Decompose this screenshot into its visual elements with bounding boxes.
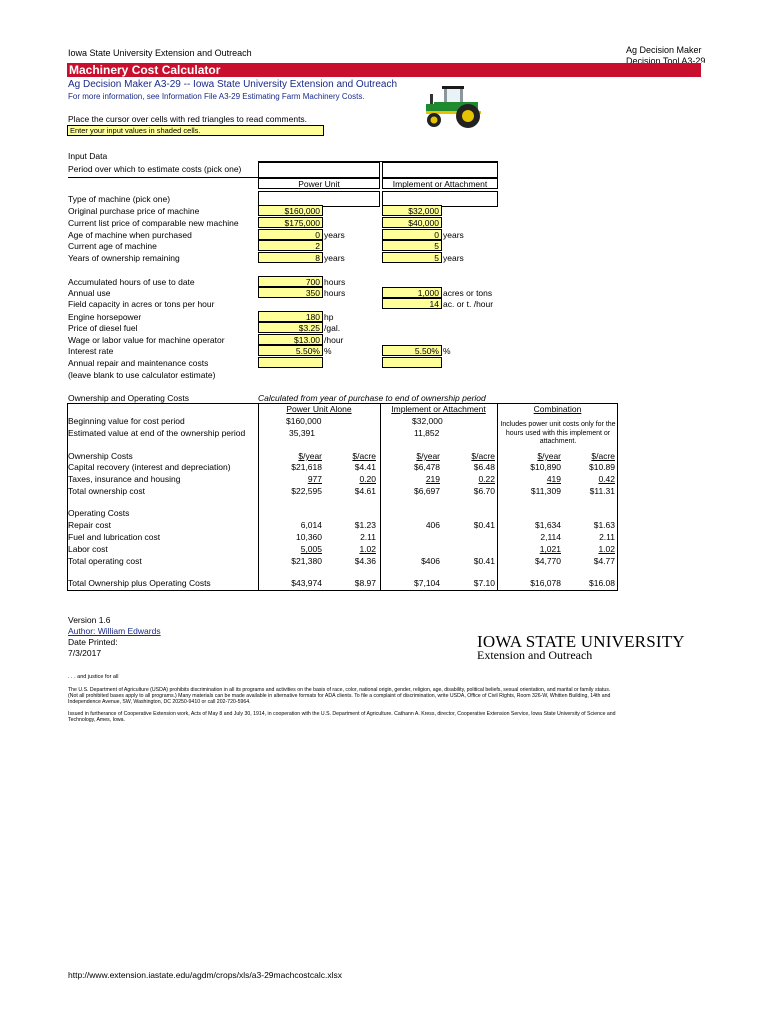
own-row-value: $11,309	[530, 486, 561, 496]
page-title: Machinery Cost Calculator	[69, 63, 221, 77]
cursor-instruction: Place the cursor over cells with red triangles to read comments.	[68, 114, 308, 124]
op-row-value: $4,770	[535, 556, 561, 566]
op-row-value: $1,634	[535, 520, 561, 530]
op-row-value: 1,021	[539, 544, 561, 554]
input-cell-power[interactable]: 5.50%	[258, 345, 323, 356]
total-value: $16,078	[530, 578, 561, 588]
own-row-value: $11.31	[589, 486, 615, 496]
op-row-value: $21,380	[291, 556, 322, 566]
source-url: http://www.extension.iastate.edu/agdm/crops/xls/a3-29machcostcalc.xlsx	[68, 970, 343, 980]
input-heading: Input Data	[68, 151, 108, 161]
own-row-value: $4.41	[354, 462, 376, 472]
input-label: Type of machine (pick one)	[68, 194, 171, 204]
total-value: $8.97	[354, 578, 376, 588]
input-label: Price of diesel fuel	[68, 323, 138, 333]
input-label: Engine horsepower	[68, 312, 142, 322]
begin-im: $32,000	[412, 416, 443, 426]
input-cell-implement[interactable]: 1,000	[382, 287, 442, 298]
own-row-label: Taxes, insurance and housing	[68, 474, 181, 484]
begin-label: Beginning value for cost period	[68, 416, 185, 426]
own-row-value: $4.61	[354, 486, 376, 496]
input-cell-power[interactable]: 350	[258, 287, 323, 298]
input-label: Interest rate	[68, 346, 114, 356]
op-row-value: 1.02	[359, 544, 376, 554]
begin-pu: $160,000	[286, 416, 322, 426]
col-combination: Combination	[533, 404, 582, 414]
unit-header: $/acre	[352, 451, 376, 461]
end-pu: 35,391	[289, 428, 315, 438]
own-row-value: 419	[546, 474, 561, 484]
isu-logo-main: IOWA STATE UNIVERSITY	[477, 632, 685, 651]
col-pu-alone: Power Unit Alone	[286, 404, 352, 414]
tractor-icon	[420, 80, 490, 130]
input-unit-power: hours	[324, 277, 346, 287]
input-cell-implement[interactable]: 5	[382, 240, 442, 251]
input-label: Current age of machine	[68, 241, 157, 251]
own-row-value: 0.22	[478, 474, 495, 484]
op-row-value: 2.11	[599, 532, 615, 542]
own-row-label: Total ownership cost	[68, 486, 146, 496]
op-row-value: $4.77	[593, 556, 615, 566]
input-cell-implement[interactable]: 5	[382, 252, 442, 263]
own-row-value: 0.20	[359, 474, 376, 484]
unit-header: $/acre	[471, 451, 495, 461]
own-heading: Ownership Costs	[68, 451, 133, 461]
input-cell-power[interactable]: 8	[258, 252, 323, 263]
input-label: Age of machine when purchased	[68, 230, 192, 240]
op-row-value: 6,014	[300, 520, 322, 530]
isu-logo-sub: Extension and Outreach	[477, 648, 593, 662]
input-unit-implement: acres or tons	[443, 288, 493, 298]
input-unit-power: /gal.	[324, 323, 341, 333]
unit-header: $/year	[537, 451, 561, 461]
own-row-value: $6,478	[414, 462, 440, 472]
input-label: Annual repair and maintenance costs	[68, 358, 209, 368]
version: Version 1.6	[68, 615, 111, 625]
unit-header: $/year	[298, 451, 322, 461]
total-value: $7.10	[473, 578, 495, 588]
costs-heading: Ownership and Operating Costs	[68, 393, 189, 403]
end-label: Estimated value at end of the ownership period	[68, 428, 246, 438]
input-cell-power[interactable]: 2	[258, 240, 323, 251]
input-cell-implement[interactable]: $40,000	[382, 217, 442, 228]
op-row-value: 10,360	[296, 532, 322, 542]
header-right-line2: Decision Tool A3-29	[626, 56, 706, 63]
op-row-value: 5,005	[300, 544, 322, 554]
input-cell-power[interactable]	[258, 357, 323, 368]
input-cell-implement[interactable]	[382, 357, 442, 368]
input-label: Field capacity in acres or tons per hour	[68, 299, 215, 309]
own-row-value: 219	[425, 474, 440, 484]
total-value: $43,974	[291, 578, 322, 588]
input-unit-power: years	[324, 253, 345, 263]
input-cell-implement[interactable]: 14	[382, 298, 442, 309]
op-row-value: 2,114	[540, 532, 561, 542]
op-heading: Operating Costs	[68, 508, 130, 518]
input-label: Annual use	[68, 288, 111, 298]
input-label: Current list price of comparable new machine	[68, 218, 239, 228]
input-unit-power: %	[324, 346, 332, 356]
input-cell-implement[interactable]: 5.50%	[382, 345, 442, 356]
enter-instruction: Enter your input values in shaded cells.	[67, 125, 324, 136]
own-row-value: 977	[307, 474, 322, 484]
op-row-label: Labor cost	[68, 544, 108, 554]
input-cell-power[interactable]: $13.00	[258, 334, 323, 345]
input-label: Wage or labor value for machine operator	[68, 335, 225, 345]
input-label: (leave blank to use calculator estimate)	[68, 370, 216, 380]
subtitle: Ag Decision Maker A3-29 -- Iowa State University Extension and Outreach	[68, 79, 398, 90]
op-row-label: Total operating cost	[68, 556, 142, 566]
end-im: 11,852	[414, 428, 440, 438]
op-row-value: 1.02	[598, 544, 615, 554]
period-label: Period over which to estimate costs (pick one)	[68, 164, 242, 174]
header-right-line1: Ag Decision Maker	[626, 45, 702, 55]
input-unit-implement: %	[443, 346, 451, 356]
input-cell-power[interactable]: 700	[258, 276, 323, 287]
date-printed-label: Date Printed:	[68, 637, 118, 647]
legal-notice-2: Issued in furtherance of Cooperative Extension work, Acts of May 8 and July 30, 1914, in cooperation with the U.S. Department of Agriculture. Cathann A. Kress, director, Cooperative Extension Service, Iowa State University of Science and Technology, Ames, Iowa.	[68, 711, 616, 724]
combination-note: Includes power unit costs only for the hours used with this implement or attachment.	[500, 421, 616, 445]
own-row-value: $6.48	[473, 462, 495, 472]
input-cell-power[interactable]: $3.25	[258, 322, 323, 333]
op-row-value: $1.63	[593, 520, 615, 530]
op-row-value: $0.41	[473, 556, 495, 566]
author-link[interactable]: Author: William Edwards	[68, 626, 161, 636]
date-printed: 7/3/2017	[68, 648, 102, 658]
input-unit-power: years	[324, 230, 345, 240]
input-cell-implement[interactable]: 0	[382, 229, 442, 240]
total-label: Total Ownership plus Operating Costs	[68, 578, 211, 588]
input-unit-power: hp	[324, 312, 334, 322]
own-row-value: $10.89	[589, 462, 615, 472]
own-row-value: $21,618	[291, 462, 322, 472]
op-row-value: 406	[425, 520, 440, 530]
input-unit-implement: years	[443, 253, 464, 263]
col-impl: Implement or Attachment	[391, 404, 486, 414]
col-power-unit: Power Unit	[258, 178, 380, 189]
period-select-impl[interactable]	[382, 162, 498, 178]
input-unit-implement: years	[443, 230, 464, 240]
op-row-label: Fuel and lubrication cost	[68, 532, 161, 542]
legal-notice-1: The U.S. Department of Agriculture (USDA) prohibits discrimination in all its programs and activities on the basis of race, color, national origin, gender, religion, age, disability, political beliefs, sexual orientation, and marital or family status. (Not all prohibited bases apply to all programs.) Many materials can be made available in alternative formats for ADA clients. To file a complaint of discrimination, write USDA, Office of Civil Rights, Room 326-W, Whitten Building, 14th and Independence Avenue, SW, Washington, DC 20250-9410 or call 202-720-5964.	[68, 687, 611, 706]
own-row-value: $10,890	[530, 462, 561, 472]
input-unit-implement: ac. or t. /hour	[443, 299, 494, 309]
input-cell-implement[interactable]: $32,000	[382, 205, 442, 216]
own-row-value: 0.42	[598, 474, 615, 484]
op-row-value: $406	[421, 556, 440, 566]
input-label: Accumulated hours of use to date	[68, 277, 195, 287]
calc-note: Calculated from year of purchase to end of ownership period	[258, 393, 486, 403]
op-row-value: 2.11	[360, 532, 376, 542]
op-row-value: $1.23	[354, 520, 376, 530]
own-row-label: Capital recovery (interest and depreciation)	[68, 462, 231, 472]
period-select[interactable]	[258, 162, 380, 178]
own-row-value: $6,697	[414, 486, 440, 496]
total-value: $7,104	[414, 578, 440, 588]
op-row-label: Repair cost	[68, 520, 111, 530]
input-cell-power[interactable]: 180	[258, 311, 323, 322]
input-cell-power[interactable]: 0	[258, 229, 323, 240]
op-row-value: $0.41	[473, 520, 495, 530]
own-row-value: $22,595	[291, 486, 322, 496]
input-label: Years of ownership remaining	[68, 253, 180, 263]
input-cell-power[interactable]: $160,000	[258, 205, 323, 216]
input-cell-power[interactable]: $175,000	[258, 217, 323, 228]
total-value: $16.08	[589, 578, 615, 588]
justice-line: . . . and justice for all	[68, 674, 119, 680]
own-row-value: $6.70	[473, 486, 495, 496]
input-unit-power: /hour	[324, 335, 344, 345]
unit-header: $/acre	[591, 451, 615, 461]
info-line: For more information, see Information File A3-29 Estimating Farm Machinery Costs.	[68, 92, 365, 101]
unit-header: $/year	[416, 451, 440, 461]
op-row-value: $4.36	[354, 556, 376, 566]
col-implement: Implement or Attachment	[382, 178, 498, 189]
header-org: Iowa State University Extension and Outreach	[68, 48, 252, 58]
input-label: Original purchase price of machine	[68, 206, 200, 216]
input-unit-power: hours	[324, 288, 346, 298]
